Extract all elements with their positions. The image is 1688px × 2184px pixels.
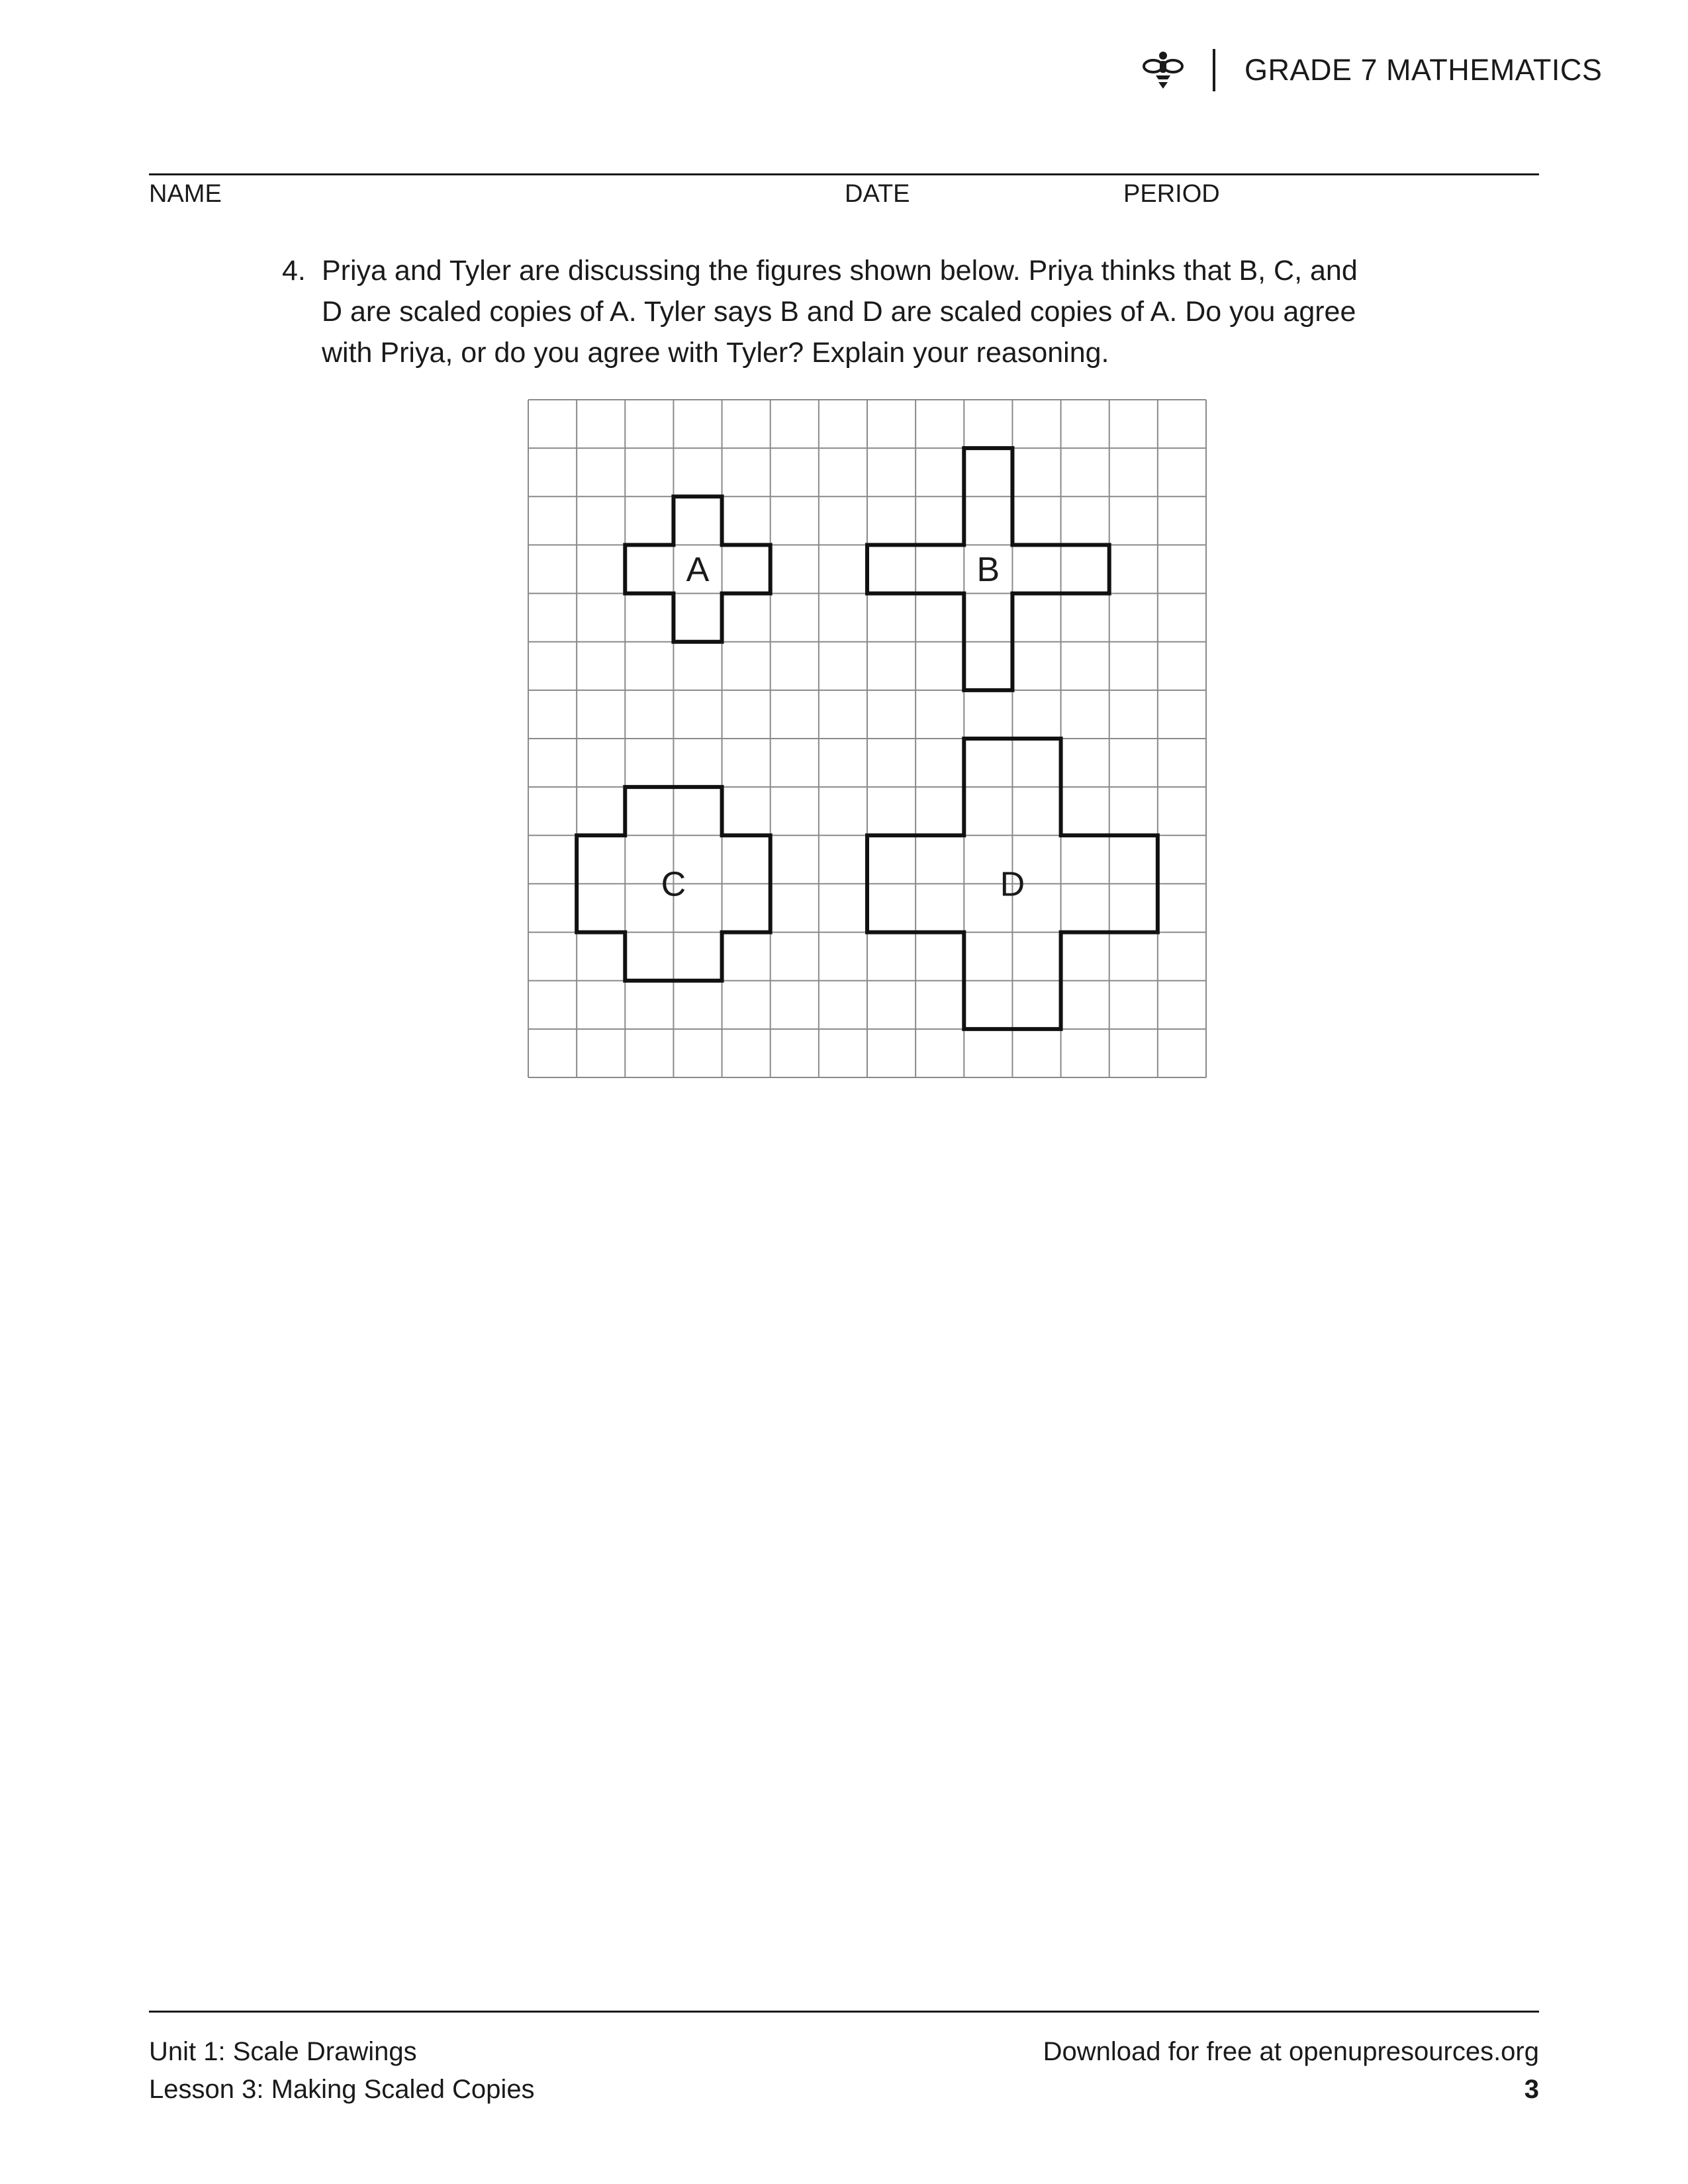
grid-figure — [526, 397, 1209, 1080]
figure-d-label: D — [1000, 865, 1025, 904]
header-title: GRADE 7 MATHEMATICS — [1244, 53, 1603, 87]
lesson-label: Lesson 3: Making Scaled Copies — [149, 2075, 535, 2104]
figure-b-label: B — [976, 551, 1000, 589]
page-number: 3 — [1524, 2075, 1539, 2104]
download-link[interactable]: Download for free at openupresources.org — [1043, 2037, 1539, 2066]
problem-number: 4. — [282, 255, 306, 287]
footer-rule — [149, 2011, 1539, 2013]
date-label: DATE — [845, 180, 910, 208]
figure-a-label: A — [686, 551, 710, 589]
header-divider — [1213, 49, 1215, 91]
figure-c-label: C — [661, 865, 686, 904]
period-label: PERIOD — [1123, 180, 1220, 208]
bee-icon — [1140, 48, 1186, 94]
problem-text: Priya and Tyler are discussing the figures shown below. Priya thinks that B, C, and D are scaled copies of A. Tyler says B and D are scaled copies of A. Do you agree with Priya, or do you agree with Tyler? Explain your reasoning. — [322, 255, 1358, 369]
name-label: NAME — [149, 180, 222, 208]
name-line — [149, 173, 1539, 175]
unit-label: Unit 1: Scale Drawings — [149, 2037, 417, 2066]
grid-lines — [528, 400, 1206, 1077]
